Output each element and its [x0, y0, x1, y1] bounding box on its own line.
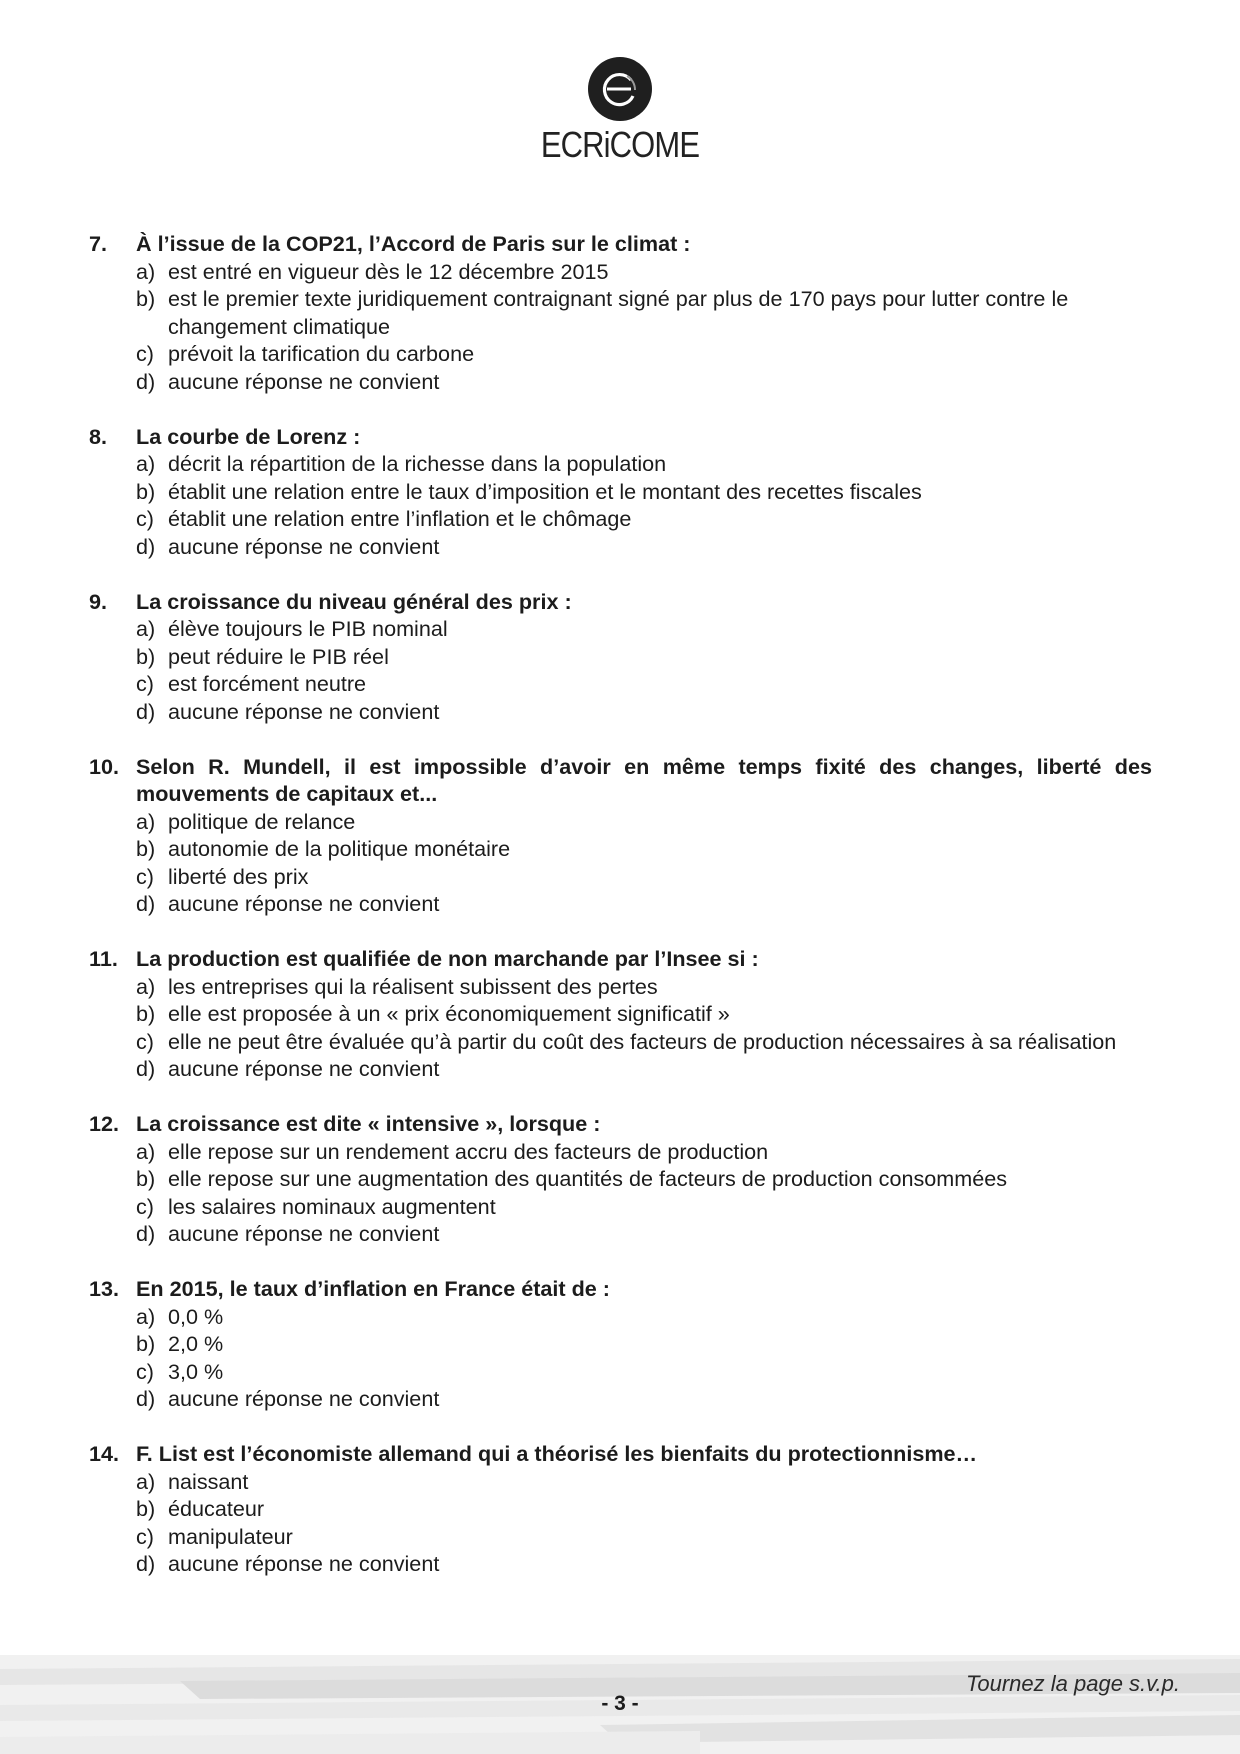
- answer-options: [89, 808, 1152, 918]
- option-text: aucune réponse ne convient: [168, 368, 440, 394]
- option-letter: d): [136, 533, 156, 559]
- answer-option: [136, 285, 1152, 340]
- question-heading: [89, 1440, 1152, 1468]
- answer-option: [136, 258, 1152, 286]
- answer-option: [136, 1165, 1152, 1193]
- option-letter: b): [136, 478, 156, 504]
- option-letter: c): [136, 341, 154, 366]
- answer-option: [136, 1028, 1152, 1056]
- answer-option: [136, 1523, 1152, 1551]
- brand-wordmark: ECRiCOME: [540, 124, 700, 165]
- option-text: aucune réponse ne convient: [168, 533, 440, 559]
- option-text: manipulateur: [168, 1523, 293, 1549]
- question-item: [89, 1275, 1152, 1413]
- option-letter: b): [136, 643, 156, 669]
- option-text: est entré en vigueur dès le 12 décembre 2015: [168, 258, 609, 284]
- answer-option: [136, 863, 1152, 891]
- answer-option: [136, 1000, 1152, 1028]
- question-item: [89, 1440, 1152, 1578]
- option-letter: a): [136, 616, 156, 641]
- question-text: La production est qualifiée de non marchande par l’Insee si :: [136, 946, 759, 971]
- answer-option: [136, 643, 1152, 671]
- question-text: F. List est l’économiste allemand qui a théorisé les bienfaits du protectionnisme…: [136, 1441, 978, 1466]
- answer-option: [136, 1138, 1152, 1166]
- option-letter: d): [136, 1221, 156, 1246]
- answer-option: [136, 478, 1152, 506]
- answer-option: [136, 340, 1152, 368]
- answer-options: [89, 258, 1152, 396]
- question-item: [89, 945, 1152, 1083]
- option-text: elle repose sur une augmentation des quantités de facteurs de production consommées: [168, 1166, 1008, 1191]
- turn-page-note: Tournez la page s.v.p.: [965, 1671, 1180, 1696]
- option-letter: a): [136, 451, 156, 476]
- question-number: 7.: [89, 231, 108, 256]
- answer-option: [136, 835, 1152, 863]
- answer-option: [136, 1495, 1152, 1523]
- answer-option: [136, 1330, 1152, 1358]
- question-number: 10.: [89, 753, 120, 779]
- option-letter: a): [136, 1303, 156, 1329]
- option-text: établit une relation entre l’inflation et le chômage: [168, 506, 632, 531]
- option-text: naissant: [168, 1468, 249, 1494]
- page-header: [0, 56, 1240, 166]
- answer-option: [136, 505, 1152, 533]
- answer-option: [136, 1193, 1152, 1221]
- answer-option: [136, 1550, 1152, 1578]
- answer-option: [136, 533, 1152, 561]
- option-text: elle repose sur un rendement accru des facteurs de production: [168, 1138, 769, 1164]
- answer-option: [136, 973, 1152, 1001]
- option-letter: b): [136, 1001, 156, 1026]
- ecricome-e-logo-icon: [587, 56, 653, 122]
- option-text: 3,0 %: [168, 1358, 224, 1384]
- question-item: [89, 588, 1152, 726]
- question-number: 8.: [89, 423, 108, 449]
- question-number: 11.: [89, 946, 118, 971]
- question-text: La croissance du niveau général des prix :: [136, 588, 572, 614]
- question-item: [89, 230, 1152, 395]
- question-text: La courbe de Lorenz :: [136, 423, 361, 449]
- option-letter: d): [136, 1551, 156, 1576]
- option-letter: c): [136, 1028, 154, 1054]
- page-number: - 3 -: [601, 1692, 639, 1715]
- option-letter: a): [136, 1468, 156, 1494]
- option-text: autonomie de la politique monétaire: [168, 836, 511, 861]
- option-letter: d): [136, 698, 156, 724]
- answer-option: [136, 615, 1152, 643]
- answer-options: [89, 973, 1152, 1083]
- answer-options: [89, 1303, 1152, 1413]
- option-letter: b): [136, 1496, 156, 1521]
- answer-option: [136, 1055, 1152, 1083]
- answer-option: [136, 698, 1152, 726]
- option-letter: d): [136, 891, 156, 916]
- answer-options: [89, 450, 1152, 560]
- option-letter: c): [136, 1523, 154, 1549]
- option-letter: c): [136, 1358, 154, 1384]
- question-item: [89, 423, 1152, 561]
- question-heading: [89, 423, 1152, 451]
- question-number: 9.: [89, 588, 108, 614]
- option-letter: b): [136, 1331, 156, 1356]
- option-text: 0,0 %: [168, 1303, 224, 1329]
- question-number: 12.: [89, 1111, 120, 1136]
- option-letter: d): [136, 1386, 156, 1411]
- option-text: aucune réponse ne convient: [168, 1551, 440, 1576]
- answer-options: [89, 1138, 1152, 1248]
- option-text: politique de relance: [168, 808, 356, 834]
- option-letter: a): [136, 973, 156, 999]
- question-list: [89, 230, 1152, 1605]
- answer-option: [136, 890, 1152, 918]
- option-letter: a): [136, 258, 156, 284]
- answer-option: [136, 1303, 1152, 1331]
- option-text: liberté des prix: [168, 863, 309, 889]
- option-letter: d): [136, 368, 156, 394]
- option-letter: b): [136, 1166, 156, 1191]
- option-text: les entreprises qui la réalisent subissent des pertes: [168, 973, 658, 999]
- question-item: [89, 1110, 1152, 1248]
- question-heading: [89, 1110, 1152, 1138]
- question-text: Selon R. Mundell, il est impossible d’avoir en même temps fixité des changes, liberté des mouvements de capitaux et...: [136, 753, 1152, 806]
- question-number: 14.: [89, 1441, 120, 1466]
- question-heading: [89, 1275, 1152, 1303]
- option-letter: c): [136, 671, 154, 696]
- question-heading: [89, 230, 1152, 258]
- option-text: éducateur: [168, 1496, 265, 1521]
- option-letter: d): [136, 1056, 156, 1081]
- option-letter: b): [136, 286, 156, 311]
- option-text: elle est proposée à un « prix économiquement significatif »: [168, 1001, 730, 1026]
- question-text: En 2015, le taux d’inflation en France était de :: [136, 1276, 610, 1301]
- option-text: prévoit la tarification du carbone: [168, 341, 475, 366]
- option-text: aucune réponse ne convient: [168, 891, 440, 916]
- option-letter: c): [136, 506, 154, 531]
- question-number: 13.: [89, 1276, 120, 1301]
- answer-option: [136, 670, 1152, 698]
- answer-option: [136, 450, 1152, 478]
- option-text: aucune réponse ne convient: [168, 1056, 440, 1081]
- option-text: aucune réponse ne convient: [168, 1221, 440, 1246]
- option-letter: a): [136, 808, 156, 834]
- question-heading: [89, 945, 1152, 973]
- answer-option: [136, 1220, 1152, 1248]
- answer-option: [136, 808, 1152, 836]
- option-text: élève toujours le PIB nominal: [168, 616, 448, 641]
- option-text: aucune réponse ne convient: [168, 698, 440, 724]
- option-text: elle ne peut être évaluée qu’à partir du coût des facteurs de production nécessaires à sa réalisation: [168, 1028, 1117, 1054]
- question-heading: [89, 753, 1152, 808]
- option-letter: c): [136, 863, 154, 889]
- option-text: décrit la répartition de la richesse dans la population: [168, 451, 667, 476]
- option-text: est forcément neutre: [168, 671, 367, 696]
- answer-options: [89, 615, 1152, 725]
- answer-option: [136, 1358, 1152, 1386]
- question-text: La croissance est dite « intensive », lorsque :: [136, 1111, 601, 1136]
- answer-option: [136, 368, 1152, 396]
- answer-options: [89, 1468, 1152, 1578]
- question-heading: [89, 588, 1152, 616]
- option-text: est le premier texte juridiquement contraignant signé par plus de 170 pays pour lutter contre le changement climatique: [168, 286, 1069, 339]
- question-text: À l’issue de la COP21, l’Accord de Paris sur le climat :: [136, 231, 691, 256]
- question-item: [89, 753, 1152, 918]
- option-letter: c): [136, 1193, 154, 1219]
- option-text: établit une relation entre le taux d’imposition et le montant des recettes fiscales: [168, 478, 922, 504]
- answer-option: [136, 1385, 1152, 1413]
- option-text: les salaires nominaux augmentent: [168, 1193, 496, 1219]
- answer-option: [136, 1468, 1152, 1496]
- option-text: 2,0 %: [168, 1331, 224, 1356]
- option-letter: b): [136, 836, 156, 861]
- option-letter: a): [136, 1138, 156, 1164]
- option-text: peut réduire le PIB réel: [168, 643, 389, 669]
- option-text: aucune réponse ne convient: [168, 1386, 440, 1411]
